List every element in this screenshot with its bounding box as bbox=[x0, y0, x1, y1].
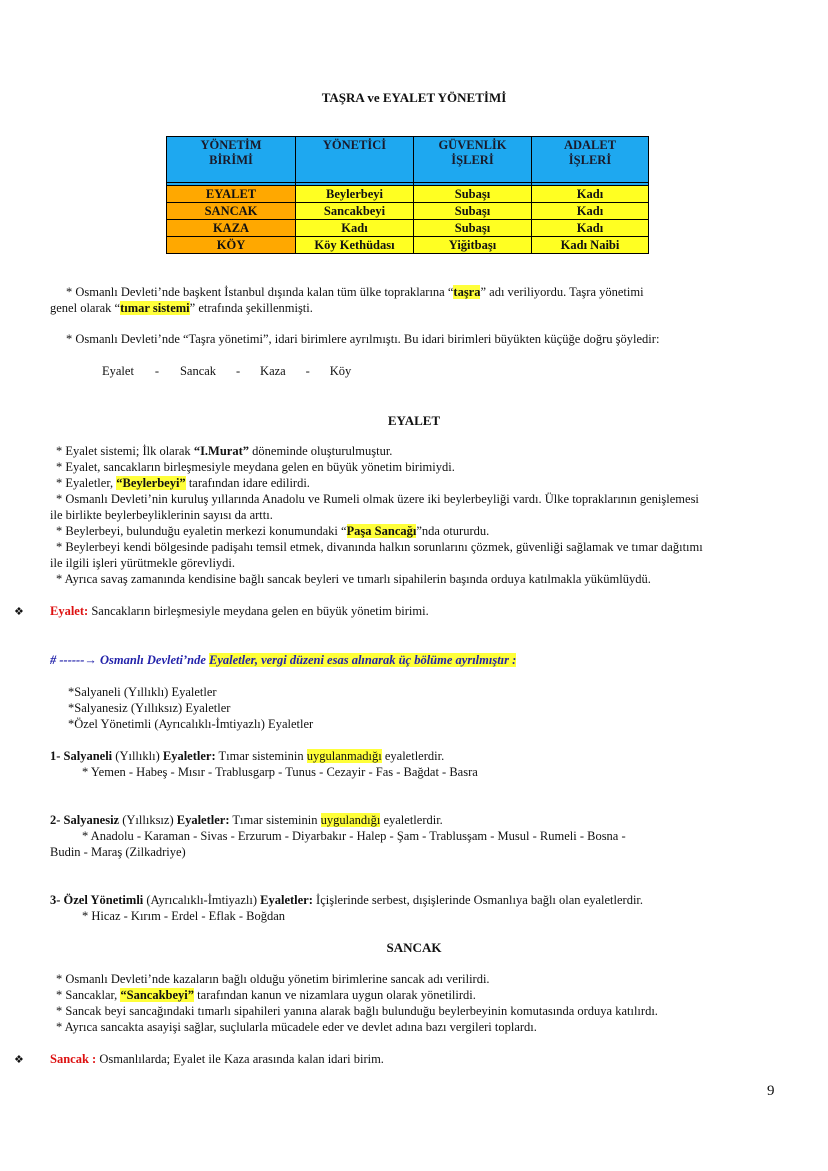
intro-paragraph-line1: * Osmanlı Devleti’nde başkent İstanbul dışında kalan tüm ülke topraklarına “taşra” adı veriliyordu. Taşra yönetimi bbox=[66, 285, 644, 299]
section-heading-sancak: SANCAK bbox=[386, 940, 442, 955]
eyalet-line: * Ayrıca savaş zamanında kendisine bağlı sancak beyleri ve tımarlı sipahilerin başında orduya katılmakla yükümlüydü. bbox=[56, 572, 651, 586]
table-header-row bbox=[167, 137, 649, 183]
table-header: YÖNETİCİ bbox=[296, 137, 414, 183]
salyanesiz-definition: 2- Salyanesiz (Yıllıksız) Eyaletler: Tımar sisteminin uygulandığı eyaletlerdir. bbox=[50, 813, 443, 827]
table-cell: Kadı bbox=[532, 220, 649, 237]
eyalet-line: * Eyalet, sancakların birleşmesiyle meydana gelen en büyük yönetim birimiydi. bbox=[56, 460, 455, 474]
unit-order-line: Eyalet - Sancak - Kaza - Köy bbox=[102, 364, 352, 378]
page-number: 9 bbox=[767, 1083, 775, 1099]
table-cell: Kadı bbox=[532, 186, 649, 203]
salyaneli-list: * Yemen - Habeş - Mısır - Trablusgarp - Tunus - Cezayir - Fas - Bağdat - Basra bbox=[82, 765, 478, 779]
table-row bbox=[167, 203, 649, 220]
diamond-bullet-icon: ❖ bbox=[14, 606, 24, 618]
intro-paragraph-line2: genel olarak “tımar sistemi” etrafında şekillenmişti. bbox=[50, 301, 313, 315]
eyalet-type-item: *Salyaneli (Yıllıklı) Eyaletler bbox=[68, 685, 217, 699]
arrow-right-icon: → bbox=[84, 653, 97, 667]
table-header: ADALET İŞLERİ bbox=[532, 137, 649, 183]
table-cell: Kadı bbox=[296, 220, 414, 237]
table-cell: Subaşı bbox=[414, 220, 532, 237]
table-cell: Köy Kethüdası bbox=[296, 237, 414, 254]
ozel-list: * Hicaz - Kırım - Erdel - Eflak - Boğdan bbox=[82, 909, 286, 923]
table-cell: KAZA bbox=[167, 220, 296, 237]
ozel-definition: 3- Özel Yönetimli (Ayrıcalıklı-İmtiyazlı) Eyaletler: İçişlerinde serbest, dışişlerinde Osmanlıya bağlı olan eyaletlerdir. bbox=[50, 893, 644, 907]
table-cell: Subaşı bbox=[414, 186, 532, 203]
table-cell: Yiğitbaşı bbox=[414, 237, 532, 254]
table-header: YÖNETİM BİRİMİ bbox=[167, 137, 296, 183]
diamond-bullet-icon: ❖ bbox=[14, 1054, 24, 1066]
salyaneli-definition: 1- Salyaneli (Yıllıklı) Eyaletler: Tımar sisteminin uygulanmadığı eyaletlerdir. bbox=[50, 749, 445, 763]
eyalet-line: * Eyaletler, “Beylerbeyi” tarafından idare edilirdi. bbox=[56, 476, 310, 490]
salyanesiz-list: Budin - Maraş (Zilkadriye) bbox=[50, 845, 186, 859]
table-row bbox=[167, 237, 649, 254]
eyalet-definition: Eyalet: Sancakların birleşmesiyle meydana gelen en büyük yönetim birimi. bbox=[50, 604, 429, 618]
eyalet-line: * Beylerbeyi, bulunduğu eyaletin merkezi konumundaki “Paşa Sancağı”nda otururdu. bbox=[56, 524, 490, 538]
table-cell: KÖY bbox=[167, 237, 296, 254]
table-cell: Kadı Naibi bbox=[532, 237, 649, 254]
section-heading-eyalet: EYALET bbox=[387, 413, 441, 428]
table-row bbox=[167, 186, 649, 203]
eyalet-line: * Eyalet sistemi; İlk olarak “I.Murat” döneminde oluşturulmuştur. bbox=[56, 444, 393, 458]
table-cell: Subaşı bbox=[414, 203, 532, 220]
eyalet-line: ile birlikte beylerbeyliklerinin sayısı da arttı. bbox=[50, 508, 273, 522]
eyalet-type-item: *Özel Yönetimli (Ayrıcalıklı-İmtiyazlı) Eyaletler bbox=[68, 717, 314, 731]
administration-table bbox=[166, 136, 649, 254]
eyalet-line: ile ilgili işleri yürütmekle görevliydi. bbox=[50, 556, 236, 570]
salyanesiz-list: * Anadolu - Karaman - Sivas - Erzurum - Diyarbakır - Halep - Şam - Trablusşam - Musul - Rumeli - Bosna - bbox=[82, 829, 626, 843]
eyalet-line: * Beylerbeyi kendi bölgesinde padişahı temsil etmek, divanında halkın sorunlarını çözmek, güvenliği sağlamak ve tımar dağıtımı bbox=[56, 540, 703, 554]
page-title: TAŞRA ve EYALET YÖNETİMİ bbox=[321, 90, 507, 105]
sancak-line: * Ayrıca sancakta asayişi sağlar, suçlularla mücadele eder ve devlet adına bazı vergileri toplardı. bbox=[56, 1020, 537, 1034]
table-cell: Beylerbeyi bbox=[296, 186, 414, 203]
intro-paragraph-2: * Osmanlı Devleti’nde “Taşra yönetimi”, idari birimlere ayrılmıştı. Bu idari birimleri büyükten küçüğe doğru şöyledir: bbox=[66, 332, 660, 346]
eyalet-type-item: *Salyanesiz (Yıllıksız) Eyaletler bbox=[68, 701, 231, 715]
sancak-definition: Sancak : Osmanlılarda; Eyalet ile Kaza arasında kalan idari birim. bbox=[50, 1052, 384, 1066]
eyalet-line: * Osmanlı Devleti’nin kuruluş yıllarında Anadolu ve Rumeli olmak üzere iki beylerbeyliği vardı. Ülke topraklarının genişlemesi bbox=[56, 492, 699, 506]
sancak-line: * Sancak beyi sancağındaki tımarlı sipahileri yanına alarak bağlı bulunduğu beylerbeyinin komutasında orduya katılırdı. bbox=[56, 1004, 658, 1018]
table-header: GÜVENLİK İŞLERİ bbox=[414, 137, 532, 183]
table-row bbox=[167, 220, 649, 237]
division-heading: # ------→ Osmanlı Devleti’nde Eyaletler, vergi düzeni esas alınarak üç bölüme ayrılmıştır : bbox=[50, 653, 517, 667]
table-cell: Kadı bbox=[532, 203, 649, 220]
table-cell: Sancakbeyi bbox=[296, 203, 414, 220]
sancak-line: * Sancaklar, “Sancakbeyi” tarafından kanun ve nizamlara uygun olarak yönetilirdi. bbox=[56, 988, 476, 1002]
sancak-line: * Osmanlı Devleti’nde kazaların bağlı olduğu yönetim birimlerine sancak adı verilirdi. bbox=[56, 972, 490, 986]
table-cell: SANCAK bbox=[167, 203, 296, 220]
table-cell: EYALET bbox=[167, 186, 296, 203]
